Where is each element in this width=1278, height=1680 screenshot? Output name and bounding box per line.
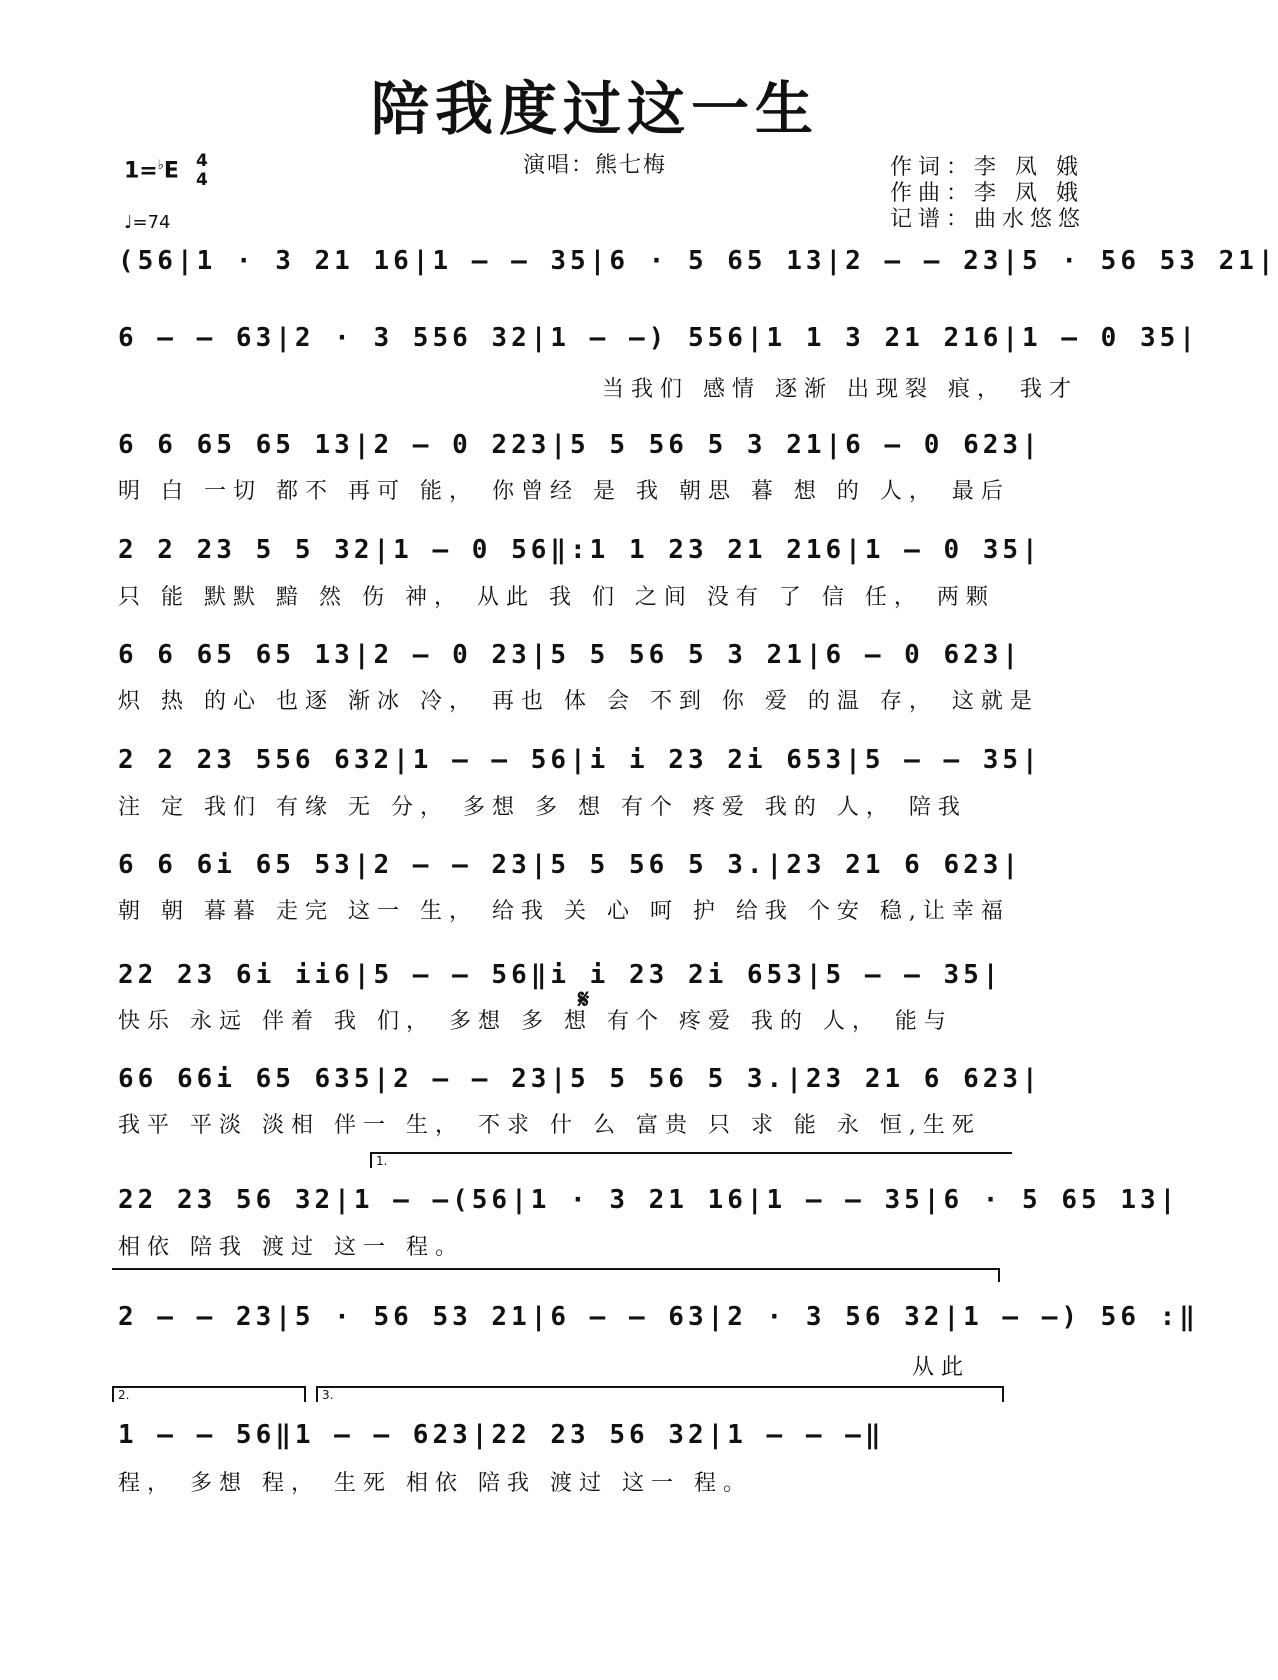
notation-row-6: 2 2 23 556 632|1 – – 56|i i 23 2i 653|5 – – 35| xyxy=(118,745,1042,775)
tempo-marking: ♩=74 xyxy=(124,212,171,233)
volta-continuation-line xyxy=(112,1268,1000,1270)
lyrics-row-5: 炽 热 的心 也逐 渐冰 冷， 再也 体 会 不到 你 爱 的温 存， 这就是 xyxy=(118,689,1039,714)
lyrics-row-4: 只 能 默默 黯 然 伤 神， 从此 我 们 之间 没有 了 信 任， 两颗 xyxy=(118,585,995,610)
lyrics-row-8: 快乐 永远 伴着 我 们， 多想 多 想 有个 疼爱 我的 人， 能与 xyxy=(118,1009,953,1034)
page-title: 陪我度过这一生 xyxy=(370,75,819,143)
notation-row-12: 1 – – 56‖1 – – 623|22 23 56 32|1 – – –‖ xyxy=(118,1420,885,1450)
notation-row-10: 22 23 56 32|1 – –(56|1 · 3 21 16|1 – – 35|6 · 5 65 13| xyxy=(118,1185,1180,1215)
flat-sign: ♭ xyxy=(157,158,164,173)
lyrics-row-3: 明 白 一切 都不 再可 能， 你曾经 是 我 朝思 暮 想 的 人， 最后 xyxy=(118,479,1010,504)
time-bottom: 4 xyxy=(196,170,208,190)
volta-bracket-3 xyxy=(316,1386,1004,1402)
lyricist-credit: 作词：李 凤 娥 xyxy=(890,155,1084,180)
volta-bracket-2 xyxy=(112,1386,306,1402)
lyrics-row-12: 程， 多想 程， 生死 相依 陪我 渡过 这一 程。 xyxy=(118,1471,752,1496)
lyrics-row-7: 朝 朝 暮暮 走完 这一 生， 给我 关 心 呵 护 给我 个安 稳,让幸福 xyxy=(118,899,1010,924)
notation-row-3: 6 6 65 65 13|2 – 0 223|5 5 56 5 3 21|6 – 0 623| xyxy=(118,430,1042,460)
time-signature xyxy=(196,152,208,190)
notation-row-2: 6 – – 63|2 · 3 556 32|1 – –) 556|1 1 3 21 216|1 – 0 35| xyxy=(118,323,1199,353)
notation-row-11: 2 – – 23|5 · 56 53 21|6 – – 63|2 · 3 56 32|1 – –) 56 :‖ xyxy=(118,1302,1199,1332)
lyrics-row-11: 从此 xyxy=(911,1355,970,1380)
notation-row-8: 22 23 6i ii6|5 – – 56‖i i 23 2i 653|5 – – 35| xyxy=(118,960,1003,990)
notation-row-7: 6 6 6i 65 53|2 – – 23|5 5 56 5 3.|23 21 6 623| xyxy=(118,850,1023,880)
singer-credit: 演唱：熊七梅 xyxy=(522,153,667,178)
lyrics-row-2: 当我们 感情 逐渐 出现裂 痕， 我才 xyxy=(602,377,1078,402)
volta-bracket-1 xyxy=(370,1152,1012,1168)
notation-row-5: 6 6 65 65 13|2 – 0 23|5 5 56 5 3 21|6 – 0 623| xyxy=(118,640,1023,670)
lyrics-row-10: 相依 陪我 渡过 这一 程。 xyxy=(118,1235,464,1260)
composer-credit: 作曲：李 凤 娥 xyxy=(890,181,1084,206)
volta-label-2: 2. xyxy=(118,1388,130,1402)
notation-row-4: 2 2 23 5 5 32|1 – 0 56‖:1 1 23 21 216|1 – 0 35| xyxy=(118,535,1042,565)
notation-row-9: 66 66i 65 635|2 – – 23|5 5 56 5 3.|23 21 6 623| xyxy=(118,1064,1042,1094)
volta-continuation-end xyxy=(998,1268,1000,1282)
lyrics-row-6: 注 定 我们 有缘 无 分， 多想 多 想 有个 疼爱 我的 人， 陪我 xyxy=(118,795,967,820)
key-note: E xyxy=(163,158,179,184)
key-signature xyxy=(124,158,179,183)
segno-sign: 𝄋 xyxy=(578,985,590,1015)
volta-label-1: 1. xyxy=(376,1154,388,1168)
notation-row-1: (56|1 · 3 21 16|1 – – 35|6 · 5 65 13|2 – – 23|5 · 56 53 21| xyxy=(118,246,1278,276)
lyrics-row-9: 我平 平淡 淡相 伴一 生， 不求 什 么 富贵 只 求 能 永 恒,生死 xyxy=(118,1113,981,1138)
transcriber-credit: 记谱：曲水悠悠 xyxy=(890,207,1087,232)
time-top: 4 xyxy=(196,151,208,171)
volta-label-3: 3. xyxy=(322,1388,334,1402)
key-prefix: 1= xyxy=(124,158,158,184)
